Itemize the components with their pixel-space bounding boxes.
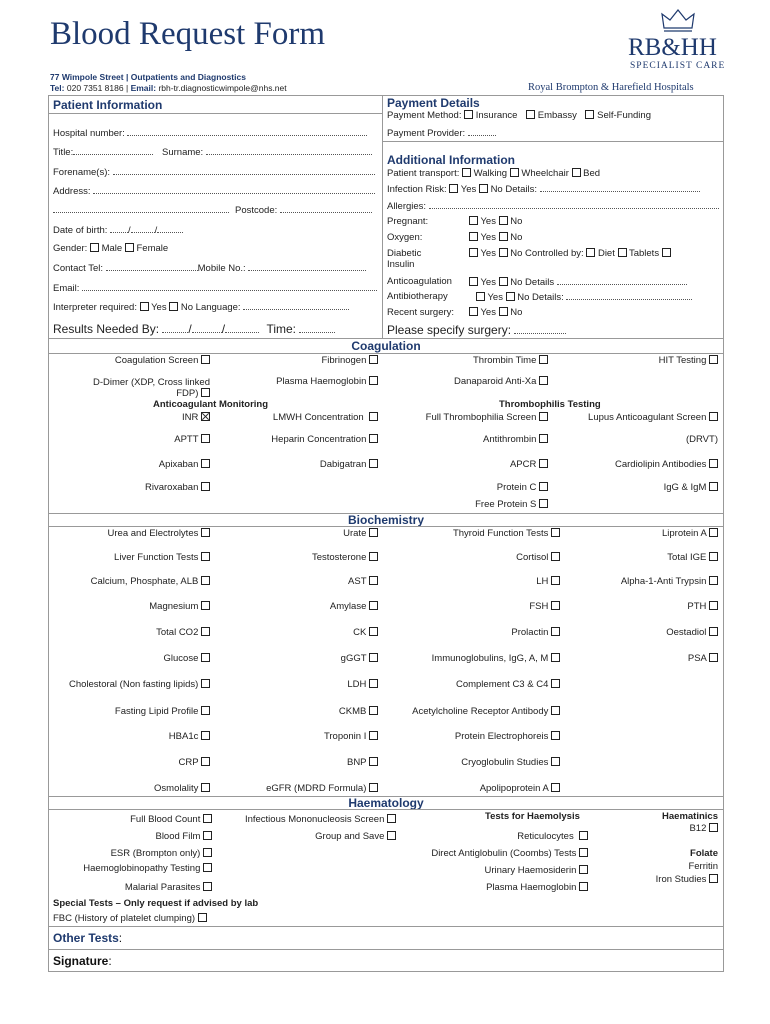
bio-test[interactable]	[230, 706, 378, 717]
checkbox[interactable]	[369, 783, 378, 792]
test-infectious-mono[interactable]: Infectious Mononucleosis Screen	[214, 814, 396, 825]
haematinics-heading: Haematinics	[662, 811, 718, 822]
bio-test-label: Liver Function Tests	[114, 552, 199, 563]
test-dat[interactable]: Direct Antiglobulin (Coombs) Tests	[400, 848, 588, 859]
bio-test[interactable]	[230, 528, 378, 539]
checkbox[interactable]	[709, 528, 718, 537]
test-protein-c[interactable]: Protein C	[400, 482, 548, 493]
test-plasma-haemoglobin-2[interactable]: Plasma Haemoglobin	[400, 882, 588, 893]
checkbox[interactable]	[709, 576, 718, 585]
bio-test-label: Prolactin	[511, 627, 549, 638]
checkbox[interactable]	[551, 552, 560, 561]
divider	[48, 113, 382, 114]
payment-heading: Payment Details	[387, 96, 480, 110]
logo-text: RB&HH	[628, 34, 717, 61]
bio-test-label: PSA	[687, 653, 707, 664]
test-coag-screen[interactable]: Coagulation Screen	[60, 355, 210, 366]
oxygen-options: Yes No	[469, 232, 522, 243]
bio-test[interactable]	[230, 679, 378, 690]
checkbox[interactable]	[201, 601, 210, 610]
bio-test-label: AST	[348, 576, 367, 587]
title-field[interactable]: Title:	[53, 146, 153, 158]
hospital-number-field[interactable]: Hospital number:	[53, 127, 367, 139]
forenames-field[interactable]: Forename(s):	[53, 166, 375, 178]
test-free-protein-s[interactable]: Free Protein S	[400, 499, 548, 510]
surgery-options: Yes No	[469, 307, 522, 318]
anticoag-yes-checkbox[interactable]	[469, 277, 478, 286]
test-fibrinogen[interactable]: Fibrinogen	[230, 355, 378, 366]
diabetic-no-checkbox[interactable]	[499, 248, 508, 257]
other-tests-field[interactable]: Other Tests:	[53, 931, 123, 945]
bio-test-label: Acetylcholine Receptor Antibody	[412, 706, 549, 717]
bio-test[interactable]	[400, 783, 560, 794]
test-rivaroxaban[interactable]: Rivaroxaban	[60, 482, 210, 493]
dob-field[interactable]: Date of birth: / /	[53, 224, 183, 236]
checkbox[interactable]	[369, 627, 378, 636]
address-line-2[interactable]	[53, 204, 229, 216]
column-divider	[382, 95, 383, 338]
checkbox[interactable]	[201, 552, 210, 561]
pregnant-options: Yes No	[469, 216, 522, 227]
female-checkbox[interactable]	[125, 243, 134, 252]
bio-test[interactable]	[230, 552, 378, 563]
thrombophilia-heading: Thrombophilis Testing	[499, 399, 601, 410]
bio-test-label: PTH	[687, 601, 707, 612]
bio-test[interactable]	[400, 731, 560, 742]
diet-checkbox[interactable]	[586, 248, 595, 257]
test-haemoglobinopathy[interactable]: Haemoglobinopathy Testing	[60, 863, 212, 874]
bio-test[interactable]	[230, 757, 378, 768]
test-iron-studies[interactable]: Iron Studies	[600, 874, 718, 885]
bio-test-label: Alpha-1-Anti Trypsin	[620, 576, 707, 587]
bio-test-label: Testosterone	[311, 552, 367, 563]
oxygen-no-checkbox[interactable]	[499, 232, 508, 241]
bio-test-label: Complement C3 & C4	[455, 679, 549, 690]
test-hit[interactable]: HIT Testing	[568, 355, 718, 366]
surname-field[interactable]: Surname:	[162, 146, 372, 158]
bio-test[interactable]	[400, 679, 560, 690]
results-needed-field[interactable]: Results Needed By: / / Time:	[53, 322, 335, 336]
checkbox[interactable]	[551, 757, 560, 766]
bio-test-label: Urea and Electrolytes	[107, 528, 199, 539]
checkbox[interactable]	[201, 783, 210, 792]
special-tests-heading: Special Tests – Only request if advised by lab	[53, 898, 259, 909]
bio-test-label: Total CO2	[156, 627, 199, 638]
bio-test-label: Troponin I	[323, 731, 367, 742]
bio-test-label: HBA1c	[168, 731, 199, 742]
pregnant-yes-checkbox[interactable]	[469, 216, 478, 225]
diabetic-yes-checkbox[interactable]	[469, 248, 478, 257]
checkbox[interactable]	[369, 653, 378, 662]
anticoag-monitoring-heading: Anticoagulant Monitoring	[153, 399, 269, 410]
gender-field: Gender: Male Female	[53, 243, 169, 254]
tablets-checkbox[interactable]	[618, 248, 627, 257]
wheelchair-checkbox[interactable]	[510, 168, 519, 177]
test-blood-film[interactable]: Blood Film	[60, 831, 212, 842]
bio-test[interactable]	[230, 601, 378, 612]
checkbox[interactable]	[369, 731, 378, 740]
checkbox[interactable]	[369, 706, 378, 715]
test-danaparoid[interactable]: Danaparoid Anti-Xa	[400, 376, 548, 387]
checkbox[interactable]	[369, 576, 378, 585]
checkbox[interactable]	[369, 601, 378, 610]
anticoag-no-checkbox[interactable]	[499, 277, 508, 286]
test-malaria[interactable]: Malarial Parasites	[60, 882, 212, 893]
bio-test-label: Thyroid Function Tests	[452, 528, 549, 539]
bio-test-label: CRP	[178, 757, 199, 768]
bio-test[interactable]	[568, 528, 718, 539]
bio-test[interactable]	[400, 627, 560, 638]
bio-test-label: Protein Electrophoreis	[454, 731, 549, 742]
test-heparin[interactable]: Heparin Concentration	[230, 434, 378, 445]
bio-test[interactable]	[400, 757, 560, 768]
infection-yes-checkbox[interactable]	[449, 184, 458, 193]
checkbox[interactable]	[201, 576, 210, 585]
checkbox[interactable]	[551, 528, 560, 537]
logo-subtitle: SPECIALIST CARE	[630, 61, 726, 71]
bio-test[interactable]	[60, 601, 210, 612]
checkbox[interactable]	[709, 552, 718, 561]
allergies-field[interactable]: Allergies:	[387, 200, 719, 212]
checkbox[interactable]	[201, 653, 210, 662]
checkbox[interactable]	[201, 706, 210, 715]
antibiotherapy-label: Antibiotherapy	[387, 291, 448, 302]
test-thrombin-time[interactable]: Thrombin Time	[400, 355, 548, 366]
address-line: 77 Wimpole Street | Outpatients and Diagnostics	[50, 72, 246, 82]
bio-test-label: Fasting Lipid Profile	[114, 706, 199, 717]
bio-test-label: Immunoglobulins, IgG, A, M	[431, 653, 549, 664]
checkbox[interactable]	[201, 731, 210, 740]
bio-test[interactable]	[60, 627, 210, 638]
divider	[48, 926, 724, 927]
checkbox[interactable]	[201, 627, 210, 636]
bio-test-label: Liprotein A	[661, 528, 707, 539]
bio-test[interactable]	[230, 653, 378, 664]
test-fbc-platelet[interactable]: FBC (History of platelet clumping)	[53, 913, 207, 924]
diabetic-options: Yes No Controlled by: Diet Tablets	[469, 248, 671, 259]
oxygen-yes-checkbox[interactable]	[469, 232, 478, 241]
checkbox[interactable]	[369, 757, 378, 766]
bio-test-label: Total IGE	[667, 552, 707, 563]
interpreter-field: Interpreter required: Yes No Language:	[53, 301, 349, 313]
ferritin-label: Ferritin	[688, 861, 718, 872]
bio-test[interactable]	[60, 706, 210, 717]
test-full-thrombophilia[interactable]: Full Thrombophilia Screen	[400, 412, 548, 423]
bio-test-label: eGFR (MDRD Formula)	[266, 783, 367, 794]
checkbox[interactable]	[709, 653, 718, 662]
bio-test[interactable]	[568, 627, 718, 638]
test-reticulocytes[interactable]: Reticulocytes	[400, 831, 588, 842]
test-b12[interactable]: B12	[600, 823, 718, 834]
checkbox[interactable]	[551, 706, 560, 715]
checkbox[interactable]	[709, 601, 718, 610]
folate-heading: Folate	[690, 848, 718, 859]
bio-test-label: Calcium, Phosphate, ALB	[90, 576, 199, 587]
email-field[interactable]: Email:	[53, 282, 377, 294]
test-urinary-haemosiderin[interactable]: Urinary Haemosiderin	[400, 865, 588, 876]
divider	[382, 141, 724, 142]
bio-test[interactable]	[568, 576, 718, 587]
bio-test[interactable]	[60, 552, 210, 563]
surgery-yes-checkbox[interactable]	[469, 307, 478, 316]
bio-test[interactable]	[230, 627, 378, 638]
infection-risk-field: Infection Risk: Yes No Details:	[387, 183, 700, 195]
logo-tagline: Royal Brompton & Harefield Hospitals	[528, 82, 694, 93]
bio-test[interactable]	[60, 757, 210, 768]
test-plasma-haemoglobin[interactable]: Plasma Haemoglobin	[230, 376, 378, 387]
test-apixaban[interactable]: Apixaban	[60, 459, 210, 470]
checkbox[interactable]	[551, 653, 560, 662]
bio-test[interactable]	[230, 783, 378, 794]
bio-test-label: Cholestoral (Non fasting lipids)	[68, 679, 199, 690]
insurance-checkbox[interactable]	[464, 110, 473, 119]
contact-tel-field[interactable]: Contact Tel: Mobile No.:	[53, 262, 366, 274]
checkbox[interactable]	[369, 552, 378, 561]
bio-test[interactable]	[60, 576, 210, 587]
bed-checkbox[interactable]	[572, 168, 581, 177]
form-title: Blood Request Form	[50, 16, 326, 52]
self-funding-checkbox[interactable]	[585, 110, 594, 119]
bio-test-label: Urate	[343, 528, 367, 539]
test-group-save[interactable]: Group and Save	[214, 831, 396, 842]
divider	[48, 353, 724, 354]
bio-test-label: LDH	[347, 679, 367, 690]
checkbox[interactable]	[201, 528, 210, 537]
bio-test-label: Cortisol	[516, 552, 549, 563]
insulin-label: Insulin	[387, 259, 415, 270]
checkbox[interactable]	[551, 783, 560, 792]
anticoagulation-label: Anticoagulation	[387, 276, 452, 287]
address-field[interactable]: Address:	[53, 185, 375, 197]
bio-test-label: Amylase	[329, 601, 367, 612]
contact-line: Tel: 020 7351 8186 | Email: rbh-tr.diagnosticwimpole@nhs.net	[50, 83, 287, 93]
bio-test[interactable]	[60, 679, 210, 690]
bio-test[interactable]	[230, 731, 378, 742]
bio-test-label: BNP	[346, 757, 367, 768]
surgery-label: Recent surgery:	[387, 307, 455, 318]
divider	[48, 526, 724, 527]
test-aptt[interactable]: APTT	[60, 434, 210, 445]
checkbox[interactable]	[551, 576, 560, 585]
divider	[48, 809, 724, 810]
bio-test-label: LH	[536, 576, 549, 587]
antibiotherapy-options: Yes No Details:	[476, 291, 692, 303]
bio-test-label: Apolipoprotein A	[479, 783, 549, 794]
transport-field: Patient transport: Walking Wheelchair Bed	[387, 168, 601, 179]
test-fbc[interactable]: Full Blood Count	[60, 814, 212, 825]
bio-test[interactable]	[400, 552, 560, 563]
biochemistry-heading: Biochemistry	[347, 513, 425, 527]
bio-test[interactable]	[400, 528, 560, 539]
antibio-no-checkbox[interactable]	[506, 292, 515, 301]
test-apcr[interactable]: APCR	[400, 459, 548, 470]
diabetic-label: Diabetic	[387, 248, 422, 259]
specify-surgery-field[interactable]: Please specify surgery:	[387, 323, 566, 337]
test-cardiolipin[interactable]: Cardiolipin Antibodies	[568, 459, 718, 470]
bio-test[interactable]	[400, 576, 560, 587]
bio-test[interactable]	[568, 552, 718, 563]
checkbox[interactable]	[201, 757, 210, 766]
checkbox[interactable]	[551, 731, 560, 740]
embassy-checkbox[interactable]	[526, 110, 535, 119]
interpreter-yes-checkbox[interactable]	[140, 302, 149, 311]
test-igg-igm[interactable]: IgG & IgM	[568, 482, 718, 493]
bio-test[interactable]	[60, 783, 210, 794]
antibio-yes-checkbox[interactable]	[476, 292, 485, 301]
additional-heading: Additional Information	[387, 153, 515, 167]
surgery-no-checkbox[interactable]	[499, 307, 508, 316]
payment-provider-field[interactable]: Payment Provider:	[387, 127, 496, 139]
checkbox[interactable]	[551, 601, 560, 610]
checkbox[interactable]	[551, 627, 560, 636]
pregnant-label: Pregnant:	[387, 216, 429, 227]
bio-test-label: Cryoglobulin Studies	[461, 757, 549, 768]
test-esr[interactable]: ESR (Brompton only)	[60, 848, 212, 859]
bio-test[interactable]	[60, 653, 210, 664]
test-lmwh[interactable]: LMWH Concentration	[230, 412, 378, 423]
checkbox[interactable]	[551, 679, 560, 688]
test-dabigatran[interactable]: Dabigatran	[230, 459, 378, 470]
crown-icon	[660, 8, 696, 34]
other-control-checkbox[interactable]	[662, 248, 671, 257]
walking-checkbox[interactable]	[462, 168, 471, 177]
bio-test-label: FSH	[529, 601, 549, 612]
bio-test[interactable]	[60, 528, 210, 539]
test-antithrombin[interactable]: Antithrombin	[400, 434, 548, 445]
bio-test[interactable]	[568, 601, 718, 612]
divider	[48, 949, 724, 950]
bio-test[interactable]	[400, 601, 560, 612]
checkbox[interactable]	[369, 679, 378, 688]
test-inr[interactable]: INR	[60, 412, 210, 423]
bio-test-label: Glucose	[163, 653, 199, 664]
bio-test-label: gGGT	[340, 653, 367, 664]
drvt-label: (DRVT)	[685, 434, 718, 445]
coagulation-heading: Coagulation	[351, 339, 421, 353]
bio-test[interactable]	[60, 731, 210, 742]
test-lupus[interactable]: Lupus Anticoagulant Screen	[568, 412, 718, 423]
bio-test-label: CK	[353, 627, 367, 638]
payment-method: Payment Method: Insurance Embassy Self-Funding	[387, 110, 651, 121]
bio-test[interactable]	[230, 576, 378, 587]
interpreter-no-checkbox[interactable]	[169, 302, 178, 311]
bio-test-label: CKMB	[338, 706, 367, 717]
haematology-heading: Haematology	[348, 796, 424, 810]
inr-checked-checkbox	[201, 412, 210, 421]
haemolysis-heading: Tests for Haemolysis	[485, 811, 580, 822]
anticoagulation-options: Yes No Details	[469, 276, 687, 288]
bio-test[interactable]	[568, 653, 718, 664]
oxygen-label: Oxygen:	[387, 232, 423, 243]
checkbox[interactable]	[709, 627, 718, 636]
postcode-field[interactable]: Postcode:	[235, 204, 372, 216]
infection-no-checkbox[interactable]	[479, 184, 488, 193]
bio-test-label: Oestadiol	[666, 627, 707, 638]
bio-test-label: Osmolality	[154, 783, 199, 794]
bio-test[interactable]	[400, 653, 560, 664]
checkbox[interactable]	[201, 679, 210, 688]
bio-test-label: Magnesium	[149, 601, 199, 612]
male-checkbox[interactable]	[90, 243, 99, 252]
signature-field[interactable]: Signature:	[53, 954, 112, 968]
bio-test[interactable]	[400, 706, 560, 717]
test-d-dimer[interactable]: D-Dimer (XDP, Cross linked FDP)	[92, 377, 210, 399]
patient-heading: Patient Information	[53, 98, 163, 112]
checkbox[interactable]	[369, 528, 378, 537]
pregnant-no-checkbox[interactable]	[499, 216, 508, 225]
